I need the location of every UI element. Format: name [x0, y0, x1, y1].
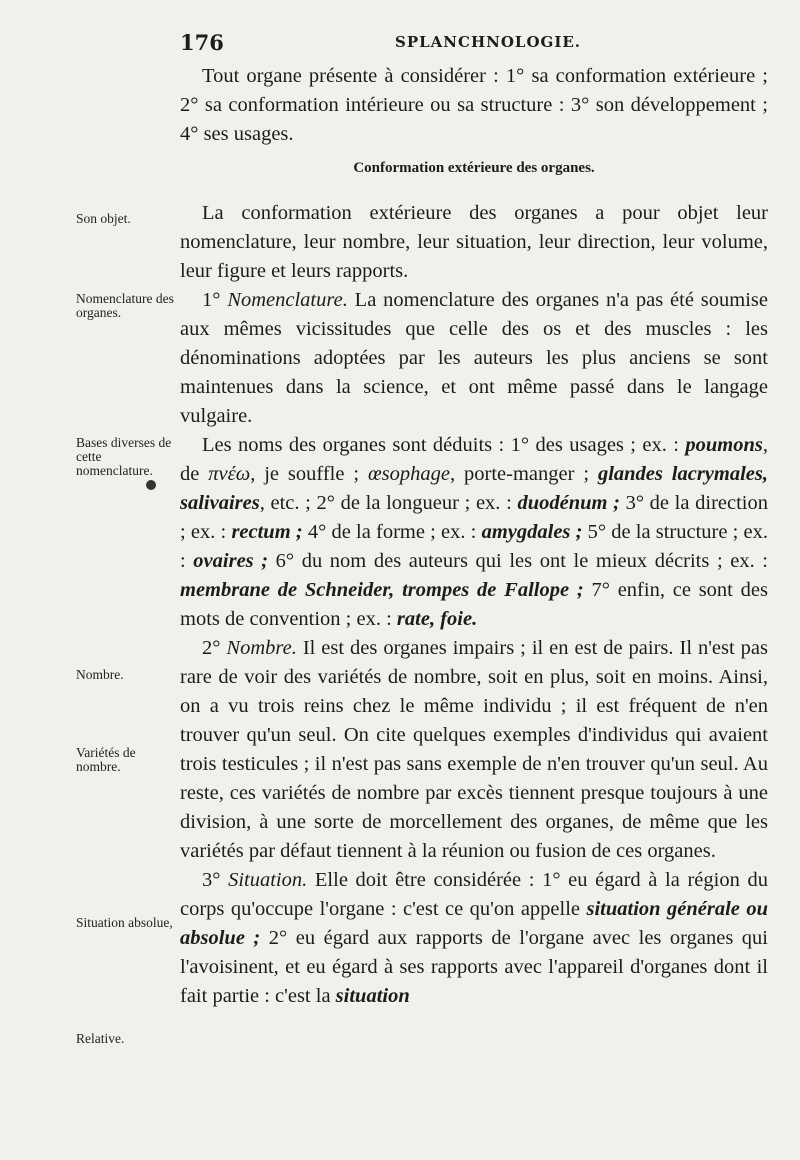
intro-paragraph	[180, 62, 768, 149]
section-heading: Conformation extérieure des organes.	[353, 160, 595, 176]
margin-note-bases: Bases diverses de cette nomenclature.	[76, 435, 172, 478]
nombre-lead: 2°	[202, 637, 227, 659]
situation-text-1: Elle doit être considérée : 1° eu égard à la région du corps qu'occupe l'organe : c'est ce qu'on appelle	[180, 869, 768, 920]
term-rectum: rectum ;	[231, 521, 303, 543]
ink-speck	[146, 480, 156, 490]
intro-text: Tout organe présente à considérer : 1° sa conformation extérieure ; 2° sa conformation intérieure ou sa structure : 3° son développement ; 4° ses usages.	[180, 65, 768, 145]
situation-term: Situation.	[228, 869, 308, 891]
paragraph-objet: La conformation extérieure des organes a pour objet leur nomenclature, leur nombre, leur situation, leur direction, leur volume, leur figure et leurs rapports.	[180, 202, 768, 282]
margin-note-nomenclature: Nomenclature des organes.	[76, 291, 174, 320]
margin-note-nombre: Nombre.	[76, 667, 124, 682]
main-text	[180, 199, 768, 1011]
nomenclature-rest: La nomenclature des organes n'a pas été soumise aux mêmes vicissitudes que celle des os et des muscles : les dénominations adoptées par les auteurs les plus anciens se sont maintenues dans la science, et ont même passé dans le langage vulgaire.	[180, 289, 768, 427]
term-duodenum: duodénum ;	[517, 492, 620, 514]
bases-text-10: 7° enfin, ce sont des mots de convention ; ex. :	[180, 579, 768, 630]
bases-text-9: 6° du nom des auteurs qui les ont le mieux décrits ; ex. :	[268, 550, 769, 572]
paragraph-nomenclature	[180, 286, 768, 431]
running-title: SPLANCHNOLOGIE.	[395, 33, 581, 51]
bases-text-3: , je souffle ;	[250, 463, 368, 485]
term-rate: rate, foie.	[396, 608, 478, 630]
bases-text-8: 5° de la structure ; ex. :	[180, 521, 769, 572]
margin-note-varietes: Variétés de nombre.	[76, 745, 136, 774]
bases-text-4: , porte-manger ;	[449, 463, 598, 485]
page-number: 176	[180, 30, 224, 55]
bases-text-7: 4° de la forme ; ex. :	[302, 521, 482, 543]
term-poumons: poumons	[685, 434, 763, 456]
term-glandes: glandes lacrymales, salivaires	[180, 463, 768, 514]
nombre-rest: Il est des organes impairs ; il en est de pairs. Il n'est pas rare de voir des variétés de nombre, soit en plus, soit en moins. Ainsi, on a vu trois reins chez le même individu ; il est fréquent de n'en trouver qu'un seul. On cite quelques exemples d'individus qui avaient trois testicules ; il n'est pas sans exemple de n'en trouver qu'un seul. Au reste, ces variétés de nombre par excès tiennent presque toujours à une division, à une sorte de morcellement des organes, de même que les variétés par défaut tiennent à la réunion ou fusion de ces organes.	[180, 637, 768, 862]
nombre-term: Nombre.	[226, 637, 297, 659]
situation-text-2: 2° eu égard aux rapports de l'organe avec les organes qui l'avoisinent, et eu égard à ses rapports avec l'appareil d'organes dont il fait partie : c'est la	[180, 927, 768, 1007]
bases-text-5: , etc. ; 2° de la longueur ; ex. :	[259, 492, 518, 514]
page-header	[180, 30, 770, 56]
paragraph-situation	[180, 866, 768, 1011]
paragraph-bases	[180, 431, 768, 634]
nomenclature-lead: 1°	[202, 289, 228, 311]
term-membrane: membrane de Schneider, trompes de Fallope ;	[180, 579, 584, 601]
term-ovaires: ovaires ;	[193, 550, 269, 572]
term-situation-generale: situation générale ou absolue ;	[180, 898, 768, 949]
margin-note-situation: Situation absolue,	[76, 915, 173, 930]
nomenclature-term: Nomenclature.	[227, 289, 348, 311]
margin-note-relative: Relative.	[76, 1031, 125, 1046]
situation-lead: 3°	[202, 869, 229, 891]
greek-word: πνέω	[208, 463, 251, 485]
term-oesophage: œsophage	[367, 463, 450, 485]
bases-text-2: , de	[180, 434, 768, 485]
bases-text-6: 3° de la direction ; ex. :	[180, 492, 768, 543]
term-amygdales: amygdales ;	[481, 521, 583, 543]
bases-text-1: Les noms des organes sont déduits : 1° des usages ; ex. :	[202, 434, 686, 456]
paragraph-nombre	[180, 634, 768, 866]
margin-note-son-objet: Son objet.	[76, 211, 131, 226]
term-situation-end: situation	[335, 985, 410, 1007]
